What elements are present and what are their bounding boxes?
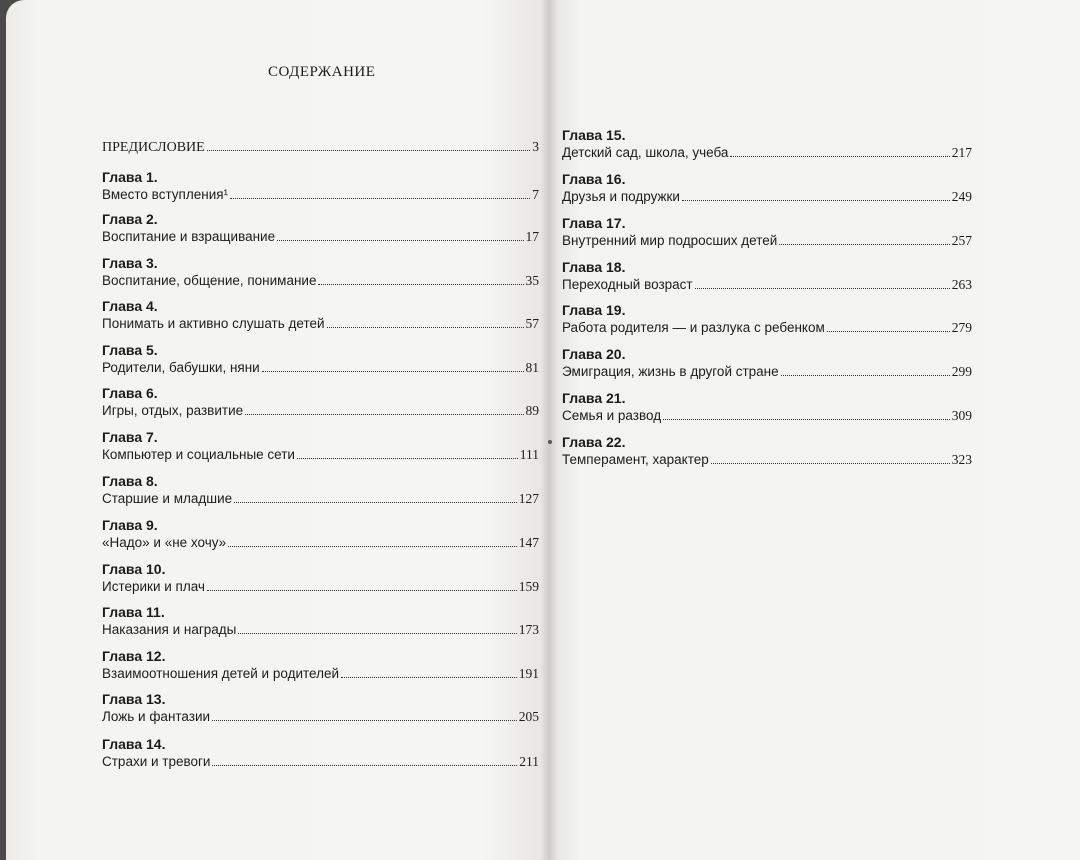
chapter-page: 89 bbox=[525, 403, 539, 418]
chapter-label: Глава 22. bbox=[562, 434, 626, 450]
chapter-label: Глава 1. bbox=[102, 169, 158, 185]
chapter-label: Глава 5. bbox=[102, 342, 158, 358]
chapter-label: Глава 19. bbox=[562, 302, 626, 318]
chapter-page: 173 bbox=[518, 622, 539, 637]
chapter-page: 57 bbox=[525, 316, 539, 331]
dot-leader bbox=[234, 502, 517, 503]
dot-leader bbox=[228, 546, 517, 547]
dot-leader bbox=[277, 240, 523, 241]
chapter-page: 147 bbox=[518, 535, 539, 550]
chapter-title: Воспитание, общение, понимание bbox=[102, 273, 317, 288]
toc-entry bbox=[102, 429, 539, 464]
chapter-page: 159 bbox=[518, 579, 539, 594]
chapter-page: 191 bbox=[518, 666, 539, 681]
toc-entry bbox=[562, 171, 972, 206]
chapter-label: Глава 11. bbox=[102, 604, 165, 620]
dot-leader bbox=[327, 327, 524, 328]
toc-entry bbox=[562, 302, 972, 337]
chapter-title: Внутренний мир подросших детей bbox=[562, 233, 778, 248]
chapter-label: Глава 21. bbox=[562, 390, 626, 406]
dot-leader bbox=[730, 156, 949, 157]
toc-entry bbox=[102, 385, 539, 420]
chapter-label: Глава 9. bbox=[102, 517, 158, 533]
chapter-page: 323 bbox=[951, 452, 972, 467]
chapter-label: Глава 3. bbox=[102, 255, 158, 271]
chapter-title: Семья и развод bbox=[562, 408, 662, 423]
chapter-title: Наказания и награды bbox=[102, 622, 237, 637]
dot-leader bbox=[682, 200, 950, 201]
chapter-title: Эмиграция, жизнь в другой стране bbox=[562, 364, 779, 379]
chapter-title: Понимать и активно слушать детей bbox=[102, 316, 325, 331]
dot-leader bbox=[827, 331, 950, 332]
chapter-title: Вместо вступления¹ bbox=[102, 187, 229, 202]
dot-leader bbox=[207, 590, 517, 591]
chapter-title: Компьютер и социальные сети bbox=[102, 447, 295, 462]
chapter-page: 127 bbox=[518, 491, 539, 506]
toc-entry bbox=[102, 255, 539, 290]
dot-leader bbox=[212, 765, 517, 766]
chapter-page: 309 bbox=[951, 408, 972, 423]
chapter-label: Глава 17. bbox=[562, 215, 626, 231]
toc-entry bbox=[562, 127, 972, 162]
chapter-label: Глава 2. bbox=[102, 211, 158, 227]
chapter-page: 81 bbox=[525, 360, 539, 375]
toc-entry bbox=[102, 736, 539, 771]
chapter-label: Глава 20. bbox=[562, 346, 626, 362]
toc-preface-entry bbox=[102, 139, 539, 156]
chapter-label: Глава 7. bbox=[102, 429, 158, 445]
dot-leader bbox=[779, 244, 949, 245]
chapter-page: 257 bbox=[951, 233, 972, 248]
chapter-page: 205 bbox=[518, 709, 539, 724]
dot-leader bbox=[207, 150, 531, 151]
toc-entry bbox=[102, 169, 539, 204]
dot-leader bbox=[230, 198, 530, 199]
toc-entry bbox=[562, 259, 972, 294]
chapter-title: Взаимоотношения детей и родителей bbox=[102, 666, 340, 681]
chapter-title: «Надо» и «не хочу» bbox=[102, 535, 227, 550]
chapter-page: 299 bbox=[951, 364, 972, 379]
toc-entry bbox=[562, 346, 972, 381]
dot-leader bbox=[663, 419, 950, 420]
toc-entry bbox=[102, 517, 539, 552]
chapter-title: Родители, бабушки, няни bbox=[102, 360, 260, 375]
chapter-label: Глава 16. bbox=[562, 171, 626, 187]
chapter-page: 279 bbox=[951, 320, 972, 335]
preface-page: 3 bbox=[532, 139, 539, 154]
book-gutter bbox=[540, 0, 558, 860]
dot-leader bbox=[781, 375, 950, 376]
toc-entry bbox=[102, 473, 539, 508]
toc-entry bbox=[562, 390, 972, 425]
toc-entry bbox=[102, 604, 539, 639]
dot-leader bbox=[711, 463, 950, 464]
dot-leader bbox=[245, 414, 523, 415]
chapter-title: Ложь и фантазии bbox=[102, 709, 211, 724]
chapter-label: Глава 15. bbox=[562, 127, 626, 143]
chapter-title: Переходный возраст bbox=[562, 277, 693, 292]
toc-entry bbox=[102, 691, 539, 726]
chapter-page: 217 bbox=[951, 145, 972, 160]
toc-entry bbox=[562, 215, 972, 250]
toc-entry bbox=[102, 211, 539, 246]
dot-leader bbox=[695, 288, 950, 289]
chapter-page: 17 bbox=[525, 229, 539, 244]
chapter-label: Глава 14. bbox=[102, 736, 166, 752]
chapter-page: 35 bbox=[525, 273, 539, 288]
chapter-label: Глава 6. bbox=[102, 385, 158, 401]
chapter-title: Старшие и младшие bbox=[102, 491, 233, 506]
chapter-page: 7 bbox=[532, 187, 539, 202]
chapter-title: Игры, отдых, развитие bbox=[102, 403, 244, 418]
toc-entry bbox=[102, 648, 539, 683]
chapter-title: Друзья и подружки bbox=[562, 189, 680, 204]
dot-leader bbox=[262, 371, 524, 372]
toc-entry bbox=[102, 298, 539, 333]
paper-speck bbox=[548, 440, 552, 444]
chapter-label: Глава 8. bbox=[102, 473, 158, 489]
chapter-title: Детский сад, школа, учеба bbox=[562, 145, 729, 160]
dot-leader bbox=[238, 633, 516, 634]
toc-entry bbox=[102, 561, 539, 596]
chapter-page: 263 bbox=[951, 277, 972, 292]
chapter-page: 111 bbox=[519, 447, 539, 462]
toc-entry bbox=[102, 342, 539, 377]
chapter-title: Страхи и тревоги bbox=[102, 754, 211, 769]
chapter-label: Глава 18. bbox=[562, 259, 626, 275]
dot-leader bbox=[297, 458, 518, 459]
chapter-label: Глава 13. bbox=[102, 691, 166, 707]
preface-title: ПРЕДИСЛОВИЕ bbox=[102, 140, 205, 155]
chapter-page: 249 bbox=[951, 189, 972, 204]
chapter-title: Работа родителя — и разлука с ребенком bbox=[562, 320, 825, 335]
chapter-title: Темперамент, характер bbox=[562, 452, 709, 467]
toc-entry bbox=[562, 434, 972, 469]
chapter-page: 211 bbox=[519, 754, 539, 769]
dot-leader bbox=[341, 677, 517, 678]
chapter-title: Истерики и плач bbox=[102, 579, 205, 594]
toc-heading: СОДЕРЖАНИЕ bbox=[268, 64, 376, 80]
chapter-label: Глава 12. bbox=[102, 648, 166, 664]
dot-leader bbox=[212, 720, 517, 721]
chapter-title: Воспитание и взращивание bbox=[102, 229, 276, 244]
chapter-label: Глава 4. bbox=[102, 298, 158, 314]
dot-leader bbox=[318, 284, 523, 285]
chapter-label: Глава 10. bbox=[102, 561, 166, 577]
